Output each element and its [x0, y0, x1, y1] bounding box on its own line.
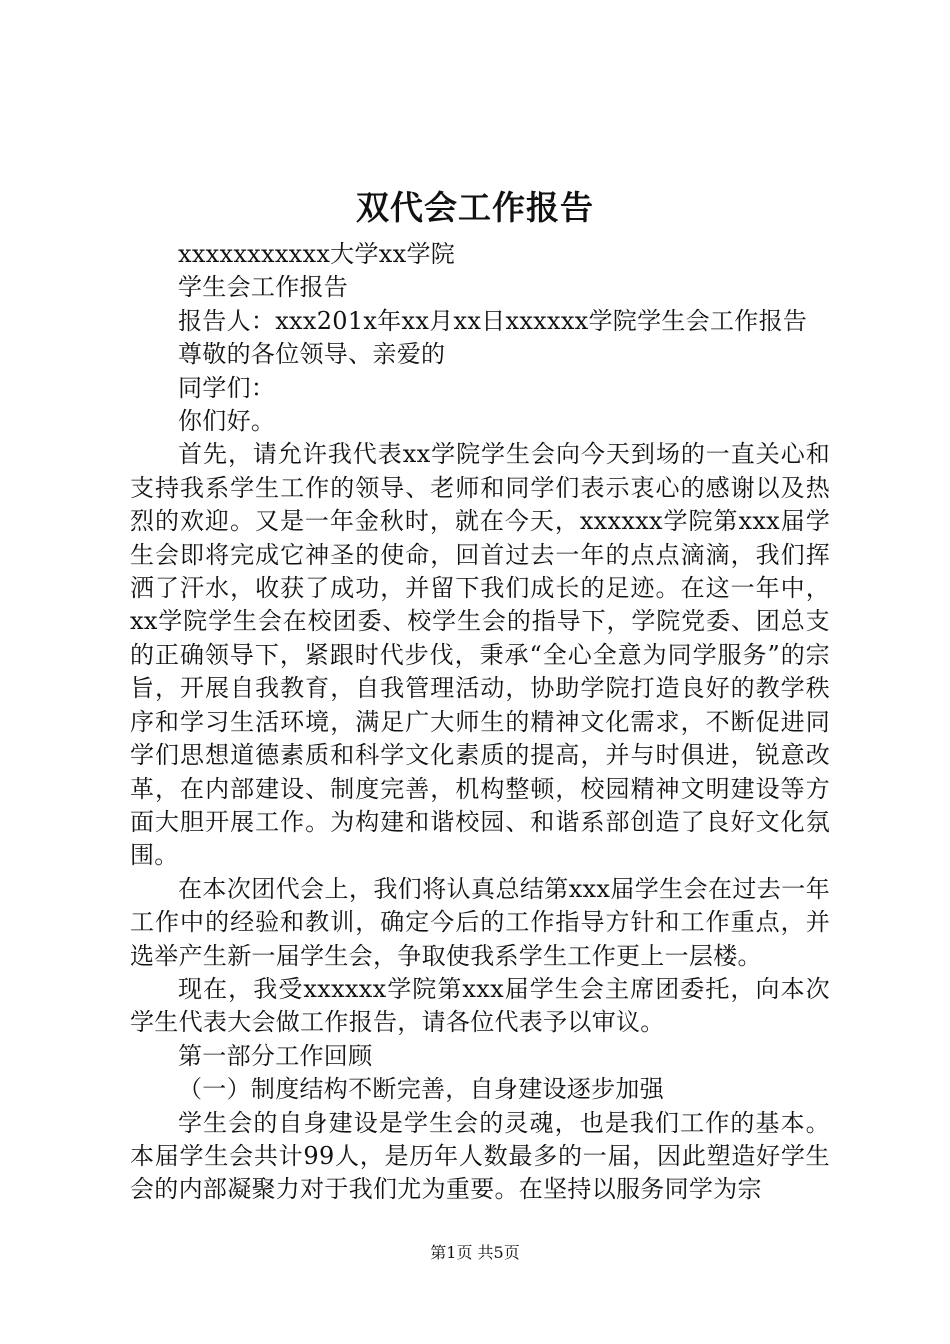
- paragraph-school-name: xxxxxxxxxxx大学xx学院: [178, 240, 456, 268]
- paragraph-self-construction: 学生会的自身建设是学生会的灵魂，也是我们工作的基本。本届学生会共计99人，是历年人数最多的一届，因此塑造好学生会的内部凝聚力对于我们尤为重要。在坚持以服务同学为宗: [130, 1108, 830, 1204]
- paragraph-introduction: 首先，请允许我代表xx学院学生会向今天到场的一直关心和支持我系学生工作的领导、老师和同学们表示衷心的感谢以及热烈的欢迎。又是一年金秋时，就在今天，xxxxxx学院第xxx届学生会即将完成它神圣的使命，回首过去一年的点点滴滴，我们挥洒了汗水，收获了成功，并留下我们成长的足迹。在这一年中，xx学院学生会在校团委、校学生会的指导下，学院党委、团总支的正确领导下，紧跟时代步伐，秉承“全心全意为同学服务”的宗旨，开展自我教育，自我管理活动，协助学院打造良好的教学秩序和学习生活环境，满足广大师生的精神文化需求，不断促进同学们思想道德素质和科学文化素质的提高，并与时俱进，锐意改革，在内部建设、制度完善，机构整顿，校园精神文明建设等方面大胆开展工作。为构建和谐校园、和谐系部创造了良好文化氛围。: [130, 440, 830, 870]
- document-body: [130, 238, 830, 1207]
- page-footer: 第1页 共5页: [430, 1243, 520, 1262]
- section-heading: 第一部分工作回顾: [178, 1041, 373, 1070]
- subsection-heading: （一）制度结构不断完善，自身建设逐步加强: [178, 1075, 664, 1104]
- paragraph-salutation: 尊敬的各位领导、亲爱的: [178, 340, 446, 369]
- paragraph-reporter-line: 报告人：xxx201x年xx月xx日xxxxxx学院学生会工作报告: [178, 306, 808, 335]
- paragraph-report-heading: 学生会工作报告: [178, 273, 349, 302]
- document-title: 双代会工作报告: [356, 188, 594, 227]
- paragraph-commission: 现在，我受xxxxxx学院第xxx届学生会主席团委托，向本次学生代表大会做工作报告，请各位代表予以审议。: [130, 974, 830, 1037]
- paragraph-salutation-cont: 同学们：: [178, 373, 276, 402]
- paragraph-greeting: 你们好。: [178, 407, 276, 436]
- paragraph-congress-purpose: 在本次团代会上，我们将认真总结第xxx届学生会在过去一年工作中的经验和教训，确定今后的工作指导方针和工作重点，并选举产生新一届学生会，争取使我系学生工作更上一层楼。: [130, 874, 830, 970]
